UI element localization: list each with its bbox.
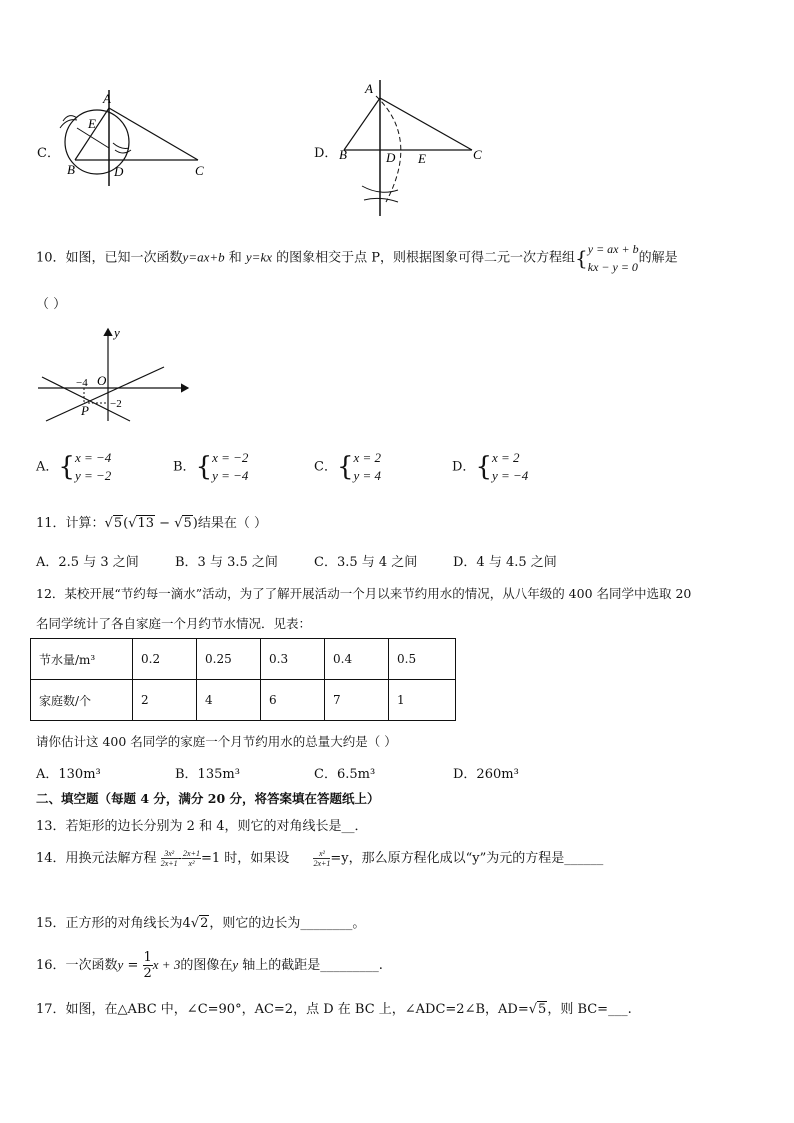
fig-d-label-a: A	[365, 81, 373, 96]
fig-d-label-c: C	[473, 147, 482, 162]
q11-option-d[interactable]: D．4 与 4.5 之间	[453, 555, 557, 570]
fig-c-label-e: E	[88, 116, 96, 131]
q10-graph	[38, 323, 198, 423]
q17-question: 17．如图，在△ABC 中，∠C=90°，AC=2，点 D 在 BC 上，∠ADC=2∠B，AD=√5，则 BC=___.	[36, 1002, 632, 1017]
q12-question-line2: 名同学统计了各自家庭一个月约节水情况．见表：	[36, 616, 312, 631]
q13-question: 13．若矩形的边长分别为 2 和 4，则它的对角线长是__．	[36, 819, 368, 834]
q10-option-c[interactable]: C．{ x = 2 y = 4	[314, 450, 382, 483]
fig-c-label-d: D	[114, 164, 124, 179]
graph-origin-label: O	[97, 373, 107, 388]
q10-option-d[interactable]: D．{ x = 2 y = −4	[452, 450, 529, 483]
table-cell: 0.25	[197, 639, 261, 680]
q9-option-c-label[interactable]: C．	[37, 146, 60, 161]
q10-question: 10．如图，已知一次函数y=ax+b 和 y=kx 的图象相交于点 P，则根据图象可得二元一次方程组{ y = ax + b kx − y = 0 的解是	[36, 242, 678, 274]
q15-question: 15．正方形的对角线长为4√2，则它的边长为________。	[36, 916, 366, 931]
q9-figure-d	[332, 78, 492, 218]
q12-option-b[interactable]: B．135m³	[175, 767, 240, 782]
q12-estimate-question: 请你估计这 400 名同学的家庭一个月节约用水的总量大约是（ ）	[36, 734, 397, 749]
q9-option-d-label[interactable]: D．	[314, 146, 338, 161]
table-cell: 6	[261, 680, 325, 721]
graph-y-value: −2	[110, 398, 122, 410]
q11-option-a[interactable]: A．2.5 与 3 之间	[36, 555, 139, 570]
q11-question: 11．计算：√5(√13 − √5)结果在（ ）	[36, 516, 267, 531]
table-cell: 1	[389, 680, 456, 721]
q16-question: 16．一次函数y = $\frac{1}{2}x + 3$的图像在y 轴上的截距是_________.	[36, 950, 383, 981]
q12-data-table	[30, 638, 456, 721]
q10-option-b[interactable]: B．{ x = −2 y = −4	[173, 450, 249, 483]
graph-y-label: y	[114, 325, 120, 340]
table-cell: 0.2	[133, 639, 197, 680]
q12-option-a[interactable]: A．130m³	[36, 767, 101, 782]
q10-paren: （ ）	[36, 297, 67, 312]
table-row	[31, 680, 456, 721]
fig-d-label-d: D	[386, 150, 396, 165]
graph-point-p: P	[81, 403, 89, 418]
table-cell: 7	[325, 680, 389, 721]
q11-option-c[interactable]: C．3.5 与 4 之间	[314, 555, 418, 570]
table-cell: 家庭数/个	[31, 680, 133, 721]
q10-option-a[interactable]: A．{ x = −4 y = −2	[36, 450, 112, 483]
fig-c-label-b: B	[67, 162, 75, 177]
fig-c-label-a: A	[103, 91, 111, 106]
section-heading-fill-in: 二、填空题（每题 4 分，满分 20 分，将答案填在答题纸上）	[36, 791, 380, 806]
q12-question-line1: 12．某校开展“节约每一滴水”活动，为了了解开展活动一个月以来节约用水的情况，从八年级的 400 名同学中选取 20	[36, 586, 692, 601]
table-cell: 节水量/m³	[31, 639, 133, 680]
fig-d-label-e: E	[418, 151, 426, 166]
q11-option-b[interactable]: B．3 与 3.5 之间	[175, 555, 278, 570]
table-cell: 4	[197, 680, 261, 721]
table-cell: 0.3	[261, 639, 325, 680]
table-cell: 2	[133, 680, 197, 721]
graph-x-value: −4	[76, 377, 88, 389]
table-row	[31, 639, 456, 680]
fig-d-label-b: B	[339, 147, 347, 162]
q12-option-d[interactable]: D．260m³	[453, 767, 519, 782]
table-cell: 0.5	[389, 639, 456, 680]
q9-figure-c	[55, 88, 225, 188]
table-cell: 0.4	[325, 639, 389, 680]
fig-c-label-c: C	[195, 163, 204, 178]
q12-option-c[interactable]: C．6.5m³	[314, 767, 376, 782]
q14-question: 14．用换元法解方程 $\frac{\text{3x²}}{2x+1}$ - $\frac{2x+1}{\text{x²}}$ =1 时，如果设 $\frac{\text{x²}}{2x+1}$ =y，那么原方程化成以“y”为元的方程是______	[36, 849, 604, 868]
